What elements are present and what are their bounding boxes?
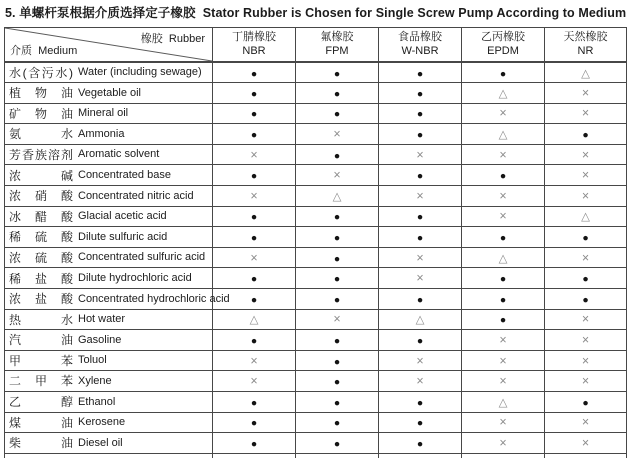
rating-cell-epdm xyxy=(462,309,545,330)
rating-cell-w-nbr xyxy=(379,165,462,186)
rating-cell-w-nbr xyxy=(379,330,462,351)
rating-symbol: ● xyxy=(333,335,341,348)
column-header-code: EPDM xyxy=(487,45,519,57)
rating-cell-epdm xyxy=(462,433,545,454)
medium-cell xyxy=(5,83,213,104)
rating-cell-w-nbr xyxy=(379,62,462,83)
rating-cell-w-nbr xyxy=(379,83,462,104)
rating-cell-w-nbr xyxy=(379,412,462,433)
rating-cell-epdm xyxy=(462,186,545,207)
medium-name-cn: 柴油 xyxy=(9,436,73,451)
rating-cell-nbr xyxy=(213,144,296,165)
rating-cell-nr xyxy=(545,206,627,227)
rating-symbol: × xyxy=(581,106,590,121)
medium-cell xyxy=(5,165,213,186)
rating-symbol: △ xyxy=(581,211,590,224)
rating-cell-nbr xyxy=(213,124,296,145)
rating-symbol: ● xyxy=(333,87,341,100)
rating-cell-w-nbr xyxy=(379,103,462,124)
table-row xyxy=(5,165,627,186)
table-row xyxy=(5,103,627,124)
rating-symbol: × xyxy=(499,333,507,348)
column-header-nr xyxy=(545,28,627,63)
medium-name-cn: 浓硝酸 xyxy=(9,189,73,204)
rating-symbol: × xyxy=(499,435,507,450)
rating-cell-w-nbr xyxy=(379,309,462,330)
medium-name-cn: 浓硫酸 xyxy=(9,250,73,265)
rating-symbol: ● xyxy=(333,417,341,430)
medium-cell xyxy=(5,412,213,433)
rating-symbol: × xyxy=(581,188,590,203)
medium-cell xyxy=(5,433,213,454)
rating-cell-nbr xyxy=(213,433,296,454)
medium-name-cn: 浓盐酸 xyxy=(9,292,73,307)
rating-cell-fpm xyxy=(296,392,379,413)
rating-symbol: × xyxy=(416,188,424,203)
medium-name-cn: 浓碱 xyxy=(9,168,73,183)
rating-symbol: ● xyxy=(582,273,589,286)
rating-cell-nbr xyxy=(213,103,296,124)
rating-cell-fpm xyxy=(296,186,379,207)
medium-cell xyxy=(5,330,213,351)
column-header-cn: 乙丙橡胶 xyxy=(481,31,525,43)
medium-name-en: Gasoline xyxy=(78,333,122,346)
rating-cell-nbr xyxy=(213,392,296,413)
rating-cell-nr xyxy=(545,309,627,330)
rating-symbol: ● xyxy=(333,273,341,286)
rating-cell-fpm xyxy=(296,371,379,392)
rating-symbol: ● xyxy=(416,108,424,121)
rating-cell-epdm xyxy=(462,330,545,351)
rating-symbol: × xyxy=(581,168,590,183)
rating-cell-nbr xyxy=(213,350,296,371)
rating-symbol: ● xyxy=(250,417,258,430)
rating-cell-nr xyxy=(545,350,627,371)
rating-cell-fpm xyxy=(296,330,379,351)
rating-cell-w-nbr xyxy=(379,268,462,289)
rating-cell-w-nbr xyxy=(379,186,462,207)
rating-symbol: ● xyxy=(582,129,589,142)
rating-symbol: ● xyxy=(416,170,424,183)
medium-name-en: Ethanol xyxy=(78,395,116,408)
table-row xyxy=(5,350,627,371)
medium-cell xyxy=(5,186,213,207)
rating-cell-fpm xyxy=(296,165,379,186)
table-row xyxy=(5,330,627,351)
rating-symbol: ● xyxy=(250,396,258,409)
rating-symbol: × xyxy=(250,353,258,368)
medium-name-en: Concentrated base xyxy=(78,169,171,182)
rating-cell-nr xyxy=(545,289,627,310)
table-row xyxy=(5,433,627,454)
rating-symbol: ● xyxy=(250,232,258,245)
rating-cell-w-nbr xyxy=(379,392,462,413)
medium-name-en: Toluol xyxy=(78,354,107,367)
rating-cell-w-nbr xyxy=(379,206,462,227)
column-header-code: W-NBR xyxy=(401,45,439,57)
medium-cell xyxy=(5,103,213,124)
medium-cell xyxy=(5,206,213,227)
rating-cell-nr xyxy=(545,62,627,83)
rating-symbol: × xyxy=(250,188,258,203)
rating-symbol: × xyxy=(581,250,590,265)
rating-symbol: ● xyxy=(333,293,341,306)
table-row xyxy=(5,206,627,227)
rating-symbol: × xyxy=(499,188,507,203)
rating-symbol: × xyxy=(416,271,424,286)
medium-cell xyxy=(5,350,213,371)
medium-name-cn: 热水 xyxy=(9,312,73,327)
rating-symbol: ● xyxy=(333,108,341,121)
rating-symbol: △ xyxy=(498,252,508,265)
rating-cell-epdm xyxy=(462,392,545,413)
medium-name-en: Ammonia xyxy=(78,127,125,140)
rating-cell-epdm xyxy=(462,124,545,145)
rating-cell-nr xyxy=(545,144,627,165)
rating-symbol: × xyxy=(250,147,258,162)
rating-symbol: ● xyxy=(250,170,258,183)
medium-name-cn: 水(含污水) xyxy=(9,65,73,80)
rating-symbol: × xyxy=(416,147,424,162)
rating-symbol: × xyxy=(333,127,341,142)
rating-symbol: ● xyxy=(416,437,424,450)
medium-cell xyxy=(5,289,230,310)
rating-cell-nbr xyxy=(213,247,296,268)
rating-cell-epdm xyxy=(462,165,545,186)
rating-cell-epdm xyxy=(462,350,545,371)
corner-header-cell xyxy=(5,28,213,63)
rating-cell-nr xyxy=(545,83,627,104)
column-header-epdm xyxy=(462,28,545,63)
rating-cell-nr xyxy=(545,412,627,433)
rating-cell-nr xyxy=(545,165,627,186)
rating-cell-fpm xyxy=(296,206,379,227)
rating-cell-fpm xyxy=(296,412,379,433)
medium-name-en: Kerosene xyxy=(78,416,126,429)
rating-cell-nbr xyxy=(213,62,296,83)
rating-cell-nr xyxy=(545,433,627,454)
medium-cell xyxy=(5,144,213,165)
rating-symbol: ● xyxy=(250,87,258,100)
medium-name-en: Water (including sewage) xyxy=(78,66,202,79)
rating-cell-nr xyxy=(545,268,627,289)
clipped-cell xyxy=(5,453,213,458)
medium-name-en: Xylene xyxy=(78,374,112,387)
rating-symbol: × xyxy=(333,168,341,183)
rating-cell-nbr xyxy=(213,186,296,207)
table-body xyxy=(5,62,627,458)
rating-symbol: ● xyxy=(416,87,424,100)
medium-name-cn: 稀硫酸 xyxy=(9,230,73,245)
rating-cell-epdm xyxy=(462,247,545,268)
rating-cell-fpm xyxy=(296,144,379,165)
rating-cell-nbr xyxy=(213,165,296,186)
rating-symbol: ● xyxy=(416,211,424,224)
column-header-cn: 天然橡胶 xyxy=(563,31,608,43)
rating-cell-nr xyxy=(545,124,627,145)
rating-symbol: ● xyxy=(333,211,341,224)
medium-name-en: Mineral oil xyxy=(78,107,129,120)
column-header-fpm xyxy=(296,28,379,63)
rating-cell-nr xyxy=(545,392,627,413)
rating-symbol: ● xyxy=(250,335,258,348)
rating-symbol: ● xyxy=(582,232,589,245)
rating-symbol: ● xyxy=(333,437,341,450)
rating-symbol: ● xyxy=(333,67,341,80)
rating-cell-fpm xyxy=(296,62,379,83)
rating-cell-epdm xyxy=(462,103,545,124)
table-row xyxy=(5,247,627,268)
medium-name-en: Glacial acetic acid xyxy=(78,210,167,223)
rating-cell-nr xyxy=(545,103,627,124)
medium-cell xyxy=(5,227,213,248)
rating-cell-epdm xyxy=(462,412,545,433)
table-row xyxy=(5,268,627,289)
rating-symbol: ● xyxy=(250,273,258,286)
rating-symbol: × xyxy=(416,374,424,389)
rating-cell-nr xyxy=(545,330,627,351)
rating-cell-nbr xyxy=(213,227,296,248)
rating-symbol: △ xyxy=(498,87,508,100)
rating-cell-w-nbr xyxy=(379,350,462,371)
medium-name-cn: 冰醋酸 xyxy=(9,209,73,224)
rating-symbol: × xyxy=(581,415,590,430)
rating-cell-w-nbr xyxy=(379,144,462,165)
table-row xyxy=(5,186,627,207)
rating-cell-nr xyxy=(545,371,627,392)
rating-symbol: ● xyxy=(250,437,258,450)
rating-symbol: ● xyxy=(499,314,507,327)
table-row xyxy=(5,371,627,392)
medium-name-en: Concentrated hydrochloric acid xyxy=(78,292,230,305)
corner-label-medium: 介质 Medium xyxy=(10,45,78,57)
rating-symbol: ● xyxy=(499,232,507,245)
table-row xyxy=(5,289,627,310)
rating-cell-w-nbr xyxy=(379,371,462,392)
medium-name-cn: 稀盐酸 xyxy=(9,271,73,286)
column-header-w-nbr xyxy=(379,28,462,63)
rating-cell-fpm xyxy=(296,247,379,268)
medium-name-cn: 乙醇 xyxy=(9,395,73,410)
rating-symbol: ● xyxy=(416,335,424,348)
medium-name-cn: 二甲苯 xyxy=(9,374,73,389)
rating-symbol: ● xyxy=(499,273,507,286)
table-row xyxy=(5,227,627,248)
medium-name-en: Concentrated sulfuric acid xyxy=(78,251,206,264)
rating-symbol: ● xyxy=(250,108,258,121)
column-header-code: FPM xyxy=(325,45,349,57)
rating-cell-fpm xyxy=(296,83,379,104)
rating-symbol: ● xyxy=(416,232,424,245)
rating-cell-epdm xyxy=(462,289,545,310)
rating-cell-w-nbr xyxy=(379,227,462,248)
medium-name-cn: 芳香族溶剂 xyxy=(9,147,73,162)
rating-cell-nr xyxy=(545,227,627,248)
clipped-row xyxy=(5,453,627,458)
clipped-cell xyxy=(213,453,296,458)
rating-symbol: × xyxy=(333,312,341,327)
rating-symbol: ● xyxy=(250,129,258,142)
rating-cell-fpm xyxy=(296,309,379,330)
rating-symbol: × xyxy=(416,353,424,368)
table-row xyxy=(5,412,627,433)
rating-symbol: ● xyxy=(250,293,258,306)
medium-name-cn: 汽油 xyxy=(9,333,73,348)
column-header-cn: 丁腈橡胶 xyxy=(232,31,276,43)
rating-symbol: ● xyxy=(333,396,341,409)
rating-cell-nr xyxy=(545,247,627,268)
rating-symbol: × xyxy=(499,415,507,430)
rating-cell-nr xyxy=(545,186,627,207)
column-header-cn: 食品橡胶 xyxy=(398,31,442,43)
rating-symbol: △ xyxy=(249,314,259,327)
rating-cell-w-nbr xyxy=(379,247,462,268)
medium-cell xyxy=(5,371,213,392)
rating-symbol: △ xyxy=(498,396,508,409)
rating-cell-fpm xyxy=(296,227,379,248)
rating-cell-nbr xyxy=(213,330,296,351)
rating-symbol: × xyxy=(499,209,507,224)
rating-symbol: ● xyxy=(333,376,341,389)
medium-name-en: Concentrated nitric acid xyxy=(78,189,194,202)
medium-name-en: Hot water xyxy=(78,313,126,326)
medium-cell xyxy=(5,124,213,145)
rating-symbol: ● xyxy=(333,232,341,245)
table-row xyxy=(5,144,627,165)
medium-name-cn: 矿物油 xyxy=(9,106,73,121)
rating-symbol: ● xyxy=(250,67,258,80)
rating-cell-fpm xyxy=(296,289,379,310)
rating-symbol: ● xyxy=(333,252,341,265)
rating-symbol: △ xyxy=(332,190,342,203)
table-row xyxy=(5,83,627,104)
rating-cell-w-nbr xyxy=(379,433,462,454)
rating-cell-nbr xyxy=(213,309,296,330)
column-header-cn: 氟橡胶 xyxy=(320,31,354,43)
rating-symbol: ● xyxy=(499,67,507,80)
rating-symbol: × xyxy=(499,106,507,121)
rating-symbol: × xyxy=(581,147,590,162)
rating-cell-fpm xyxy=(296,124,379,145)
medium-cell xyxy=(5,268,213,289)
rating-symbol: × xyxy=(499,374,507,389)
rating-cell-fpm xyxy=(296,350,379,371)
rating-cell-nbr xyxy=(213,83,296,104)
rating-cell-epdm xyxy=(462,268,545,289)
column-header-code: NBR xyxy=(242,45,266,57)
rating-symbol: ● xyxy=(416,293,424,306)
clipped-cell xyxy=(379,453,462,458)
medium-name-en: Dilute sulfuric acid xyxy=(78,230,168,243)
medium-name-en: Dilute hydrochloric acid xyxy=(78,272,192,284)
rating-cell-fpm xyxy=(296,433,379,454)
medium-name-cn: 煤油 xyxy=(9,415,73,430)
rating-symbol: ● xyxy=(333,149,341,162)
rating-symbol: ● xyxy=(582,293,589,306)
rating-symbol: × xyxy=(250,374,258,389)
column-header-code: NR xyxy=(577,45,594,57)
rating-cell-nbr xyxy=(213,268,296,289)
rating-cell-epdm xyxy=(462,144,545,165)
medium-name-en: Diesel oil xyxy=(78,436,123,449)
rating-cell-nbr xyxy=(213,371,296,392)
rating-cell-fpm xyxy=(296,103,379,124)
corner-label-rubber: 橡胶 Rubber xyxy=(140,33,205,45)
rating-cell-epdm xyxy=(462,227,545,248)
medium-name-en: Aromatic solvent xyxy=(78,148,160,161)
header-row xyxy=(5,28,627,63)
rating-cell-fpm xyxy=(296,268,379,289)
rating-symbol: ● xyxy=(250,211,258,224)
rating-symbol: △ xyxy=(415,314,425,327)
rating-cell-epdm xyxy=(462,62,545,83)
rating-symbol: × xyxy=(581,435,590,450)
rating-cell-epdm xyxy=(462,371,545,392)
rating-cell-w-nbr xyxy=(379,124,462,145)
rating-symbol: ● xyxy=(416,417,424,430)
rating-cell-epdm xyxy=(462,83,545,104)
rating-symbol: × xyxy=(499,147,507,162)
rating-symbol: × xyxy=(581,353,590,368)
rating-symbol: ● xyxy=(416,67,424,80)
medium-name-cn: 甲苯 xyxy=(9,353,73,368)
page-title: 5. 单螺杆泵根据介质选择定子橡胶 Stator Rubber is Chosen for Single Screw Pump According to Medium xyxy=(5,6,627,20)
rating-cell-epdm xyxy=(462,206,545,227)
column-header-nbr xyxy=(213,28,296,63)
table-row xyxy=(5,124,627,145)
table-row xyxy=(5,62,627,83)
clipped-cell xyxy=(462,453,545,458)
table-wrapper xyxy=(4,27,627,458)
medium-name-cn: 植物油 xyxy=(9,86,73,101)
rating-symbol: ● xyxy=(416,396,424,409)
medium-name-en: Vegetable oil xyxy=(78,86,141,99)
rating-symbol: ● xyxy=(582,396,589,409)
table-row xyxy=(5,392,627,413)
rating-symbol: △ xyxy=(581,67,590,80)
rating-symbol: × xyxy=(416,250,424,265)
clipped-cell xyxy=(296,453,379,458)
rating-symbol: ● xyxy=(499,170,507,183)
rating-cell-nbr xyxy=(213,206,296,227)
medium-name-cn: 氨水 xyxy=(9,127,73,142)
rubber-selection-table xyxy=(4,27,627,458)
rating-symbol: × xyxy=(581,333,590,348)
medium-cell xyxy=(5,392,213,413)
table-row xyxy=(5,309,627,330)
rating-cell-nbr xyxy=(213,412,296,433)
rating-symbol: × xyxy=(581,374,590,389)
rating-symbol: × xyxy=(250,250,258,265)
medium-cell xyxy=(5,62,213,83)
rating-cell-w-nbr xyxy=(379,289,462,310)
rating-symbol: × xyxy=(499,353,507,368)
rating-symbol: × xyxy=(581,85,590,100)
clipped-cell xyxy=(545,453,627,458)
rating-symbol: ● xyxy=(416,129,424,142)
medium-cell xyxy=(5,309,213,330)
rating-symbol: ● xyxy=(499,293,507,306)
rating-symbol: × xyxy=(581,312,590,327)
rating-symbol: ● xyxy=(333,355,341,368)
medium-cell xyxy=(5,247,213,268)
rating-symbol: △ xyxy=(498,129,508,142)
